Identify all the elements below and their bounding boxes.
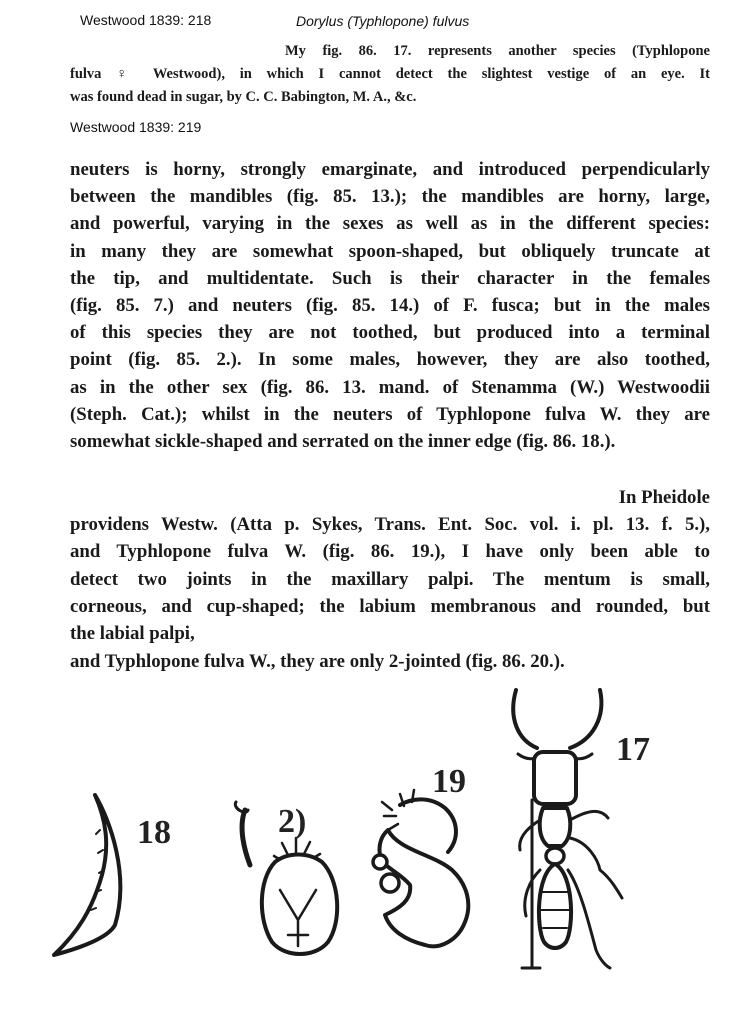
text-line: and powerful, varying in the sexes as well as in the different species: [70,213,710,235]
reference-label-219: Westwood 1839: 219 [70,119,202,135]
text-line: (Steph. Cat.); whilst in the neuters of Typhlopone fulva W. they are [70,403,710,425]
text-line: My fig. 86. 17. represents another species (Typhlopone [285,43,710,59]
text-line: detect two joints in the maxillary palpi. The mentum is small, [70,568,710,590]
taxon-name-label: Dorylus (Typhlopone) fulvus [296,13,470,29]
maxilla-drawing-fig-19 [373,790,468,946]
text-line: as in the other sex (fig. 86. 13. mand. of Stenamma (W.) Westwoodii [70,376,710,398]
text-line: the tip, and multidentate. Such is their character in the females [70,267,710,289]
ant-drawing-fig-17 [513,690,622,968]
figure-number-20: 2) [278,803,307,840]
mandible-drawing-fig-18 [54,795,120,955]
text-line: point (fig. 85. 2.). In some males, however, they are also toothed, [70,349,710,371]
figure-number-18: 18 [137,814,171,851]
text-line: was found dead in sugar, by C. C. Babington, M. A., &c. [70,89,417,105]
text-line: neuters is horny, strongly emarginate, and introduced perpendicularly [70,159,710,180]
text-line: in many they are somewhat spoon-shaped, but obliquely truncate at [70,240,710,262]
text-line: and Typhlopone fulva W. (fig. 86. 19.), I have only been able to [70,541,710,563]
reference-label-218: Westwood 1839: 218 [80,12,212,28]
text-line: between the mandibles (fig. 85. 13.); the mandibles are horny, large, [70,186,710,208]
excerpt-page-219-mandibles [70,156,710,455]
excerpt-page-219-palpi [70,484,710,675]
excerpt-page-218 [70,40,710,109]
text-line: corneous, and cup-shaped; the labium membranous and rounded, but [70,595,710,617]
text-line: the labial palpi, [70,623,195,645]
text-line: and Typhlopone fulva W., they are only 2-jointed (fig. 86. 20.). [70,651,565,673]
text-line: (fig. 85. 7.) and neuters (fig. 85. 14.) of F. fusca; but in the males [70,295,710,317]
figure-number-17: 17 [616,731,650,768]
figure-number-19: 19 [432,763,466,800]
text-line: of this species they are not toothed, but produced into a terminal [70,322,710,344]
text-line: providens Westw. (Atta p. Sykes, Trans. Ent. Soc. vol. i. pl. 13. f. 5.), [70,514,710,536]
text-line: somewhat sickle-shaped and serrated on the inner edge (fig. 86. 18.). [70,431,616,453]
text-line: In Pheidole [618,487,710,508]
text-line: fulva ♀ Westwood), in which I cannot detect the slightest vestige of an eye. It [70,66,710,82]
figure-plate-86 [40,670,700,990]
